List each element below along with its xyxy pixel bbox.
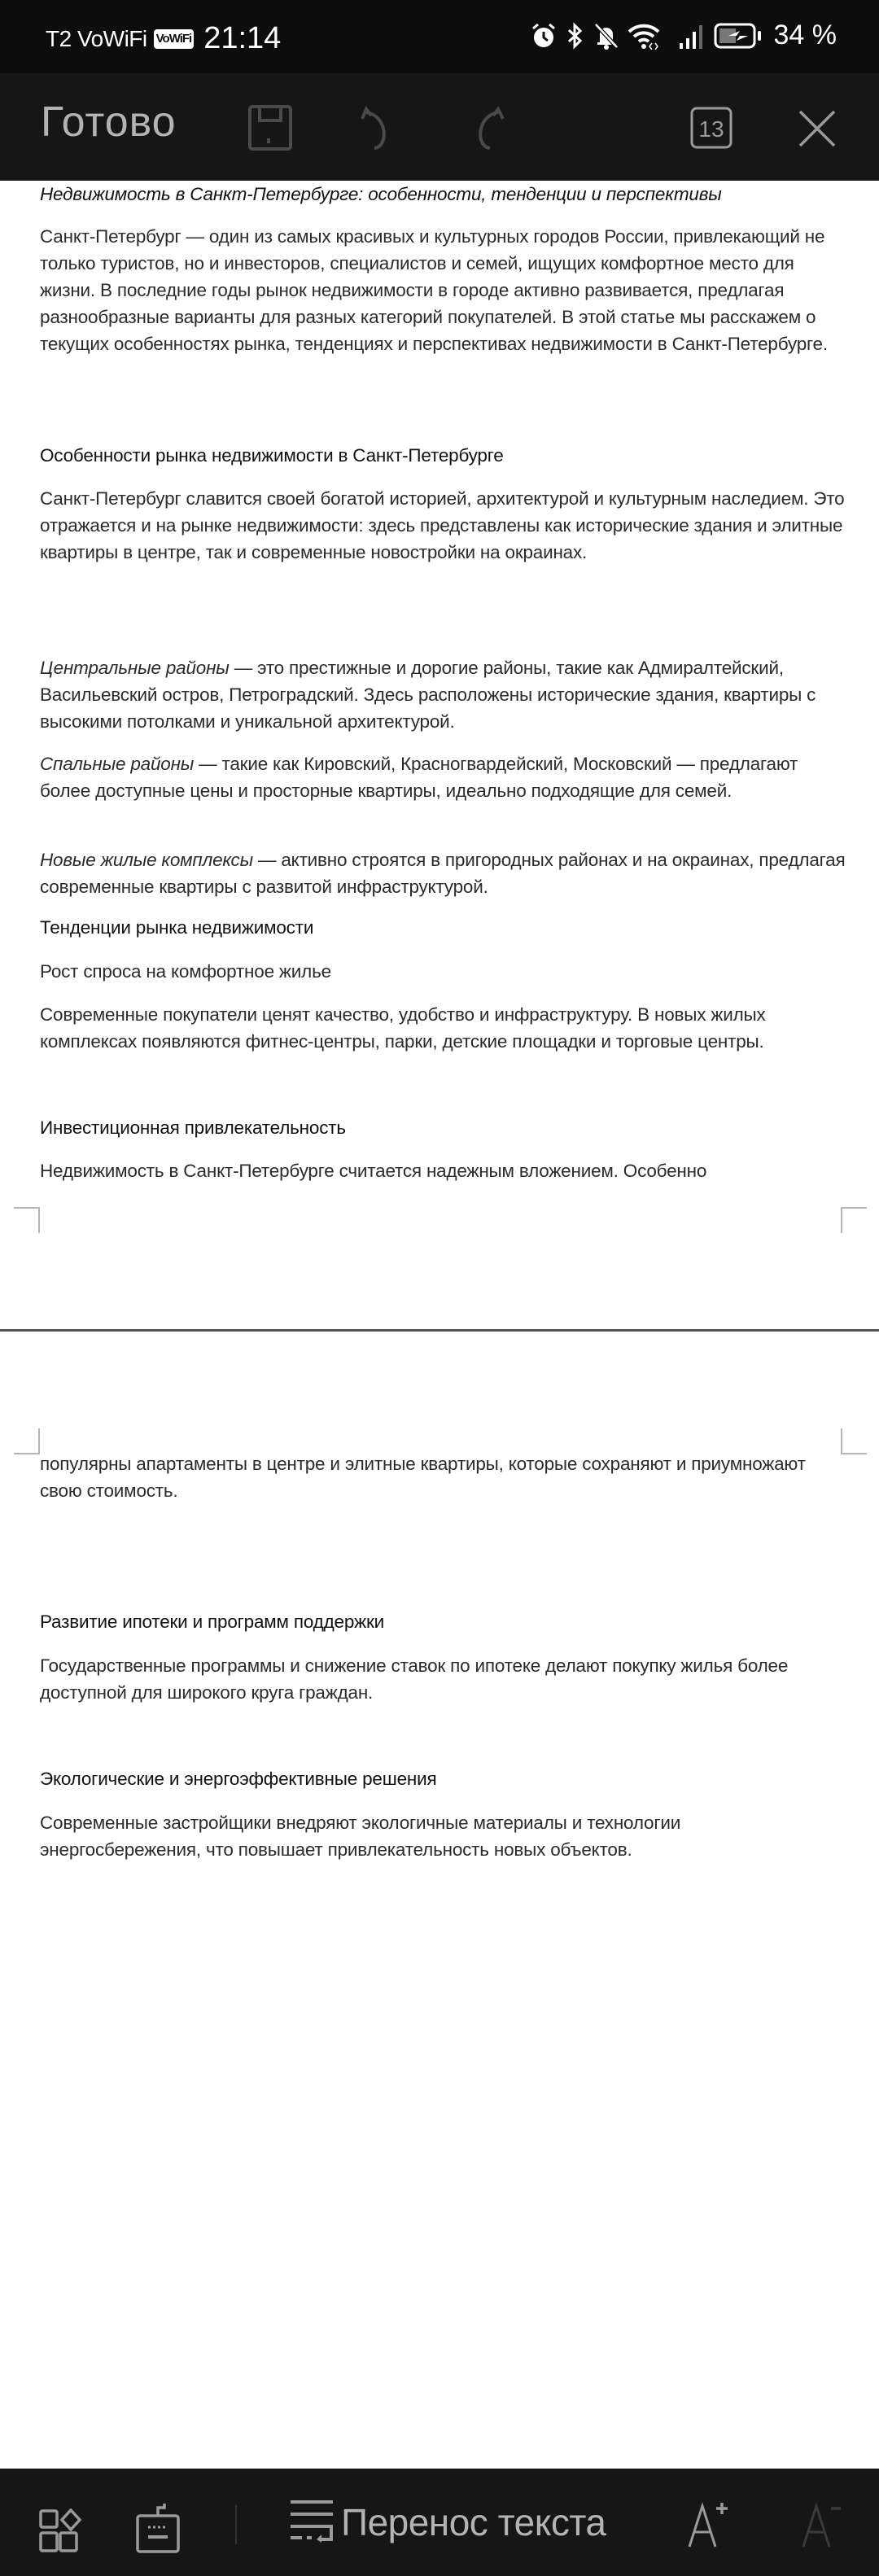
toolbar-divider bbox=[235, 2505, 237, 2544]
battery-percent: 34 % bbox=[773, 20, 837, 50]
signal-icon bbox=[678, 22, 706, 50]
section-heading: Инвестиционная привлекательность bbox=[40, 1117, 346, 1138]
district-text: — такие как Кировский, Красногвардейский, Московский — предлагают более доступные цены и просторные квартиры, идеально подходящие для семей. bbox=[40, 754, 798, 801]
tools-icon[interactable] bbox=[39, 2508, 83, 2556]
section-subheading: Рост спроса на комфортное жилье bbox=[40, 961, 331, 982]
carrier-label: T2 VoWiFi bbox=[46, 25, 147, 51]
section-heading: Экологические и энергоэффективные решения bbox=[40, 1769, 437, 1789]
district-text: — активно строятся в пригородных районах и на окраинах, предлагая современные квартиры с развитой инфраструктурой. bbox=[40, 850, 846, 897]
save-icon[interactable] bbox=[247, 104, 293, 155]
page-corner-mark bbox=[841, 1207, 867, 1233]
intro-paragraph: Санкт-Петербург — один из самых красивых и культурных городов России, привлекающий не только туристов, но и инвесторов, специалистов и семей, ищущих комфортное место для жизни. В последние годы рынок недвижимости в городе активно развивается, предлагая разнообразные варианты для разных категорий покупателей. В этой статье мы расскажем о текущих особенностях рынка, тенденциях и перспективах недвижимости в Санкт-Петербурге. bbox=[40, 226, 828, 354]
page-corner-mark bbox=[14, 1207, 40, 1233]
editor-toolbar bbox=[0, 73, 879, 181]
page-count-label: 13 bbox=[698, 116, 724, 142]
district-item bbox=[40, 654, 846, 735]
district-text: — это престижные и дорогие районы, такие как Адмиралтейский, Васильевский остров, Петроградский. Здесь расположены исторические здания, квартиры с высокими потолками и уникальной архитектурой. bbox=[40, 658, 816, 732]
wrap-text-icon bbox=[289, 2499, 335, 2547]
document-title: Недвижимость в Санкт-Петербурге: особенности, тенденции и перспективы bbox=[40, 184, 722, 204]
page-count-button[interactable] bbox=[690, 107, 732, 153]
page-corner-mark bbox=[14, 1428, 40, 1454]
bluetooth-icon bbox=[566, 22, 585, 50]
font-increase-icon[interactable] bbox=[688, 2501, 728, 2552]
wifi-icon bbox=[628, 22, 660, 50]
close-icon[interactable] bbox=[798, 109, 837, 152]
district-term: Новые жилые комплексы bbox=[40, 850, 253, 870]
district-term: Спальные районы bbox=[40, 754, 195, 774]
done-button[interactable]: Готово bbox=[41, 98, 177, 146]
district-item bbox=[40, 846, 846, 900]
section-paragraph: Санкт-Петербург славится своей богатой историей, архитектурой и культурным наследием. Это отражается и на рынке недвижимости: здесь представлены как исторические здания и элитные квартиры в центре, так и современные новостройки на окраинах. bbox=[40, 488, 845, 562]
undo-icon[interactable] bbox=[360, 106, 400, 155]
section-heading: Особенности рынка недвижимости в Санкт-Петербурге bbox=[40, 445, 504, 466]
section-paragraph: Современные застройщики внедряют экологичные материалы и технологии энергосбережения, что повышает привлекательность новых объектов. bbox=[40, 1813, 681, 1860]
section-heading: Развитие ипотеки и программ поддержки bbox=[40, 1612, 385, 1632]
section-paragraph: Современные покупатели ценят качество, удобство и инфраструктуру. В новых жилых комплексах появляются фитнес-центры, парки, детские площадки и торговые центры. bbox=[40, 1004, 766, 1052]
status-bar bbox=[0, 0, 879, 73]
section-paragraph: Государственные программы и снижение ставок по ипотеке делают покупку жилья более доступной для широкого круга граждан. bbox=[40, 1655, 789, 1703]
page-break-line bbox=[0, 1329, 879, 1332]
district-term: Центральные районы bbox=[40, 658, 230, 678]
section-heading: Тенденции рынка недвижимости bbox=[40, 917, 314, 938]
district-item bbox=[40, 750, 846, 804]
section-paragraph: популярны апартаменты в центре и элитные квартиры, которые сохраняют и приумножают свою стоимость. bbox=[40, 1454, 806, 1501]
font-decrease-icon[interactable] bbox=[802, 2501, 842, 2552]
alarm-icon bbox=[530, 22, 558, 50]
bottom-toolbar bbox=[0, 2469, 879, 2576]
wrap-text-label: Перенос текста bbox=[341, 2501, 606, 2543]
section-paragraph: Недвижимость в Санкт-Петербурге считается надежным вложением. Особенно bbox=[40, 1161, 707, 1181]
keyboard-icon[interactable] bbox=[135, 2503, 181, 2557]
clock: 21:14 bbox=[203, 21, 282, 55]
vowifi-badge: VoWiFi bbox=[154, 29, 195, 49]
wrap-text-button[interactable] bbox=[289, 2469, 606, 2576]
battery-charging-icon bbox=[714, 22, 763, 50]
redo-icon[interactable] bbox=[466, 106, 506, 155]
bell-muted-icon bbox=[593, 22, 619, 50]
